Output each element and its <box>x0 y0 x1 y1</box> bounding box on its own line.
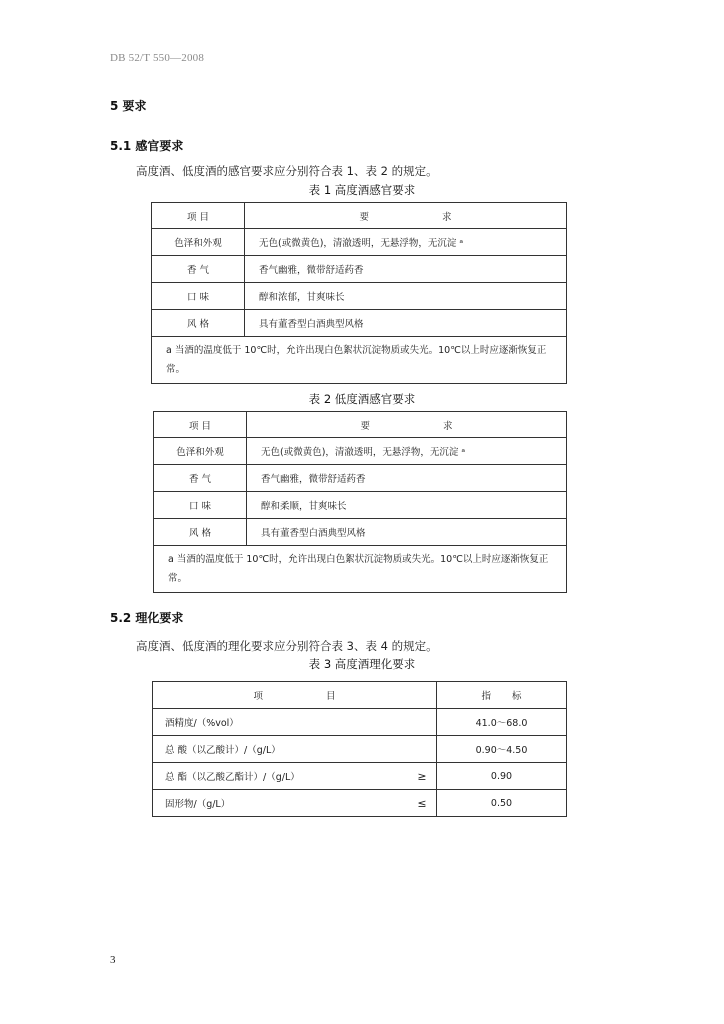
table-2 <box>153 411 567 593</box>
row-comparator <box>408 709 437 736</box>
row-item: 固形物/（g/L） <box>153 790 409 817</box>
row-label: 香 气 <box>152 256 245 283</box>
row-comparator: ≥ <box>408 763 437 790</box>
row-value: 无色(或微黄色)，清澈透明，无悬浮物，无沉淀 ᵃ <box>247 438 567 465</box>
row-label: 色泽和外观 <box>154 438 247 465</box>
table-footnote: a 当酒的温度低于 10℃时，允许出现白色絮状沉淀物质或失光。10℃以上时应逐渐恢复正常。 <box>152 337 567 384</box>
row-value: 无色(或微黄色)，清澈透明，无悬浮物，无沉淀 ᵃ <box>245 229 567 256</box>
row-value: 0.90 <box>437 763 567 790</box>
row-value: 具有董香型白酒典型风格 <box>247 519 567 546</box>
table-row <box>152 283 567 310</box>
table-3 <box>152 681 567 817</box>
table-row <box>152 310 567 337</box>
header-item: 项 目 <box>152 203 245 229</box>
table-note-row <box>154 546 567 593</box>
table-footnote: a 当酒的温度低于 10℃时，允许出现白色絮状沉淀物质或失光。10℃以上时应逐渐恢复正常。 <box>154 546 567 593</box>
table-row <box>154 438 567 465</box>
row-comparator: ≤ <box>408 790 437 817</box>
row-label: 风 格 <box>154 519 247 546</box>
table-3-caption: 表 3 高度酒理化要求 <box>308 657 416 671</box>
page-number: 3 <box>110 954 116 966</box>
header-requirement: 要 求 <box>245 203 567 229</box>
table-row <box>152 229 567 256</box>
table-row <box>153 736 567 763</box>
page-header-standard-code: DB 52/T 550—2008 <box>110 52 205 64</box>
row-item: 总 酯（以乙酸乙酯计）/（g/L） <box>153 763 409 790</box>
header-item: 项 目 <box>153 682 437 709</box>
table-1-caption: 表 1 高度酒感官要求 <box>308 183 416 197</box>
table-header-row <box>153 682 567 709</box>
row-value: 醇和柔顺，甘爽味长 <box>247 492 567 519</box>
table-header-row <box>154 412 567 438</box>
table-row <box>153 790 567 817</box>
section-heading-5-1: 5.1 感官要求 <box>110 139 184 153</box>
row-label: 色泽和外观 <box>152 229 245 256</box>
row-value: 0.50 <box>437 790 567 817</box>
table-row <box>152 256 567 283</box>
section-heading-5: 5 要求 <box>110 99 147 113</box>
row-value: 香气幽雅，微带舒适药香 <box>245 256 567 283</box>
row-item: 总 酸（以乙酸计）/（g/L） <box>153 736 409 763</box>
section-5-1-text: 高度酒、低度酒的感官要求应分别符合表 1、表 2 的规定。 <box>136 164 438 178</box>
table-1 <box>151 202 567 384</box>
row-label: 口 味 <box>152 283 245 310</box>
header-value: 指 标 <box>437 682 567 709</box>
row-label: 口 味 <box>154 492 247 519</box>
row-value: 香气幽雅，微带舒适药香 <box>247 465 567 492</box>
row-label: 香 气 <box>154 465 247 492</box>
table-row <box>154 465 567 492</box>
row-value: 41.0～68.0 <box>437 709 567 736</box>
table-row <box>154 519 567 546</box>
header-requirement: 要 求 <box>247 412 567 438</box>
row-value: 醇和浓郁，甘爽味长 <box>245 283 567 310</box>
table-header-row <box>152 203 567 229</box>
table-row <box>154 492 567 519</box>
table-2-caption: 表 2 低度酒感官要求 <box>308 392 416 406</box>
row-value: 0.90～4.50 <box>437 736 567 763</box>
header-item: 项 目 <box>154 412 247 438</box>
table-row <box>153 763 567 790</box>
table-row <box>153 709 567 736</box>
row-value: 具有董香型白酒典型风格 <box>245 310 567 337</box>
row-comparator <box>408 736 437 763</box>
table-note-row <box>152 337 567 384</box>
section-heading-5-2: 5.2 理化要求 <box>110 611 184 625</box>
row-label: 风 格 <box>152 310 245 337</box>
section-5-2-text: 高度酒、低度酒的理化要求应分别符合表 3、表 4 的规定。 <box>136 639 438 653</box>
row-item: 酒精度/（%vol） <box>153 709 409 736</box>
